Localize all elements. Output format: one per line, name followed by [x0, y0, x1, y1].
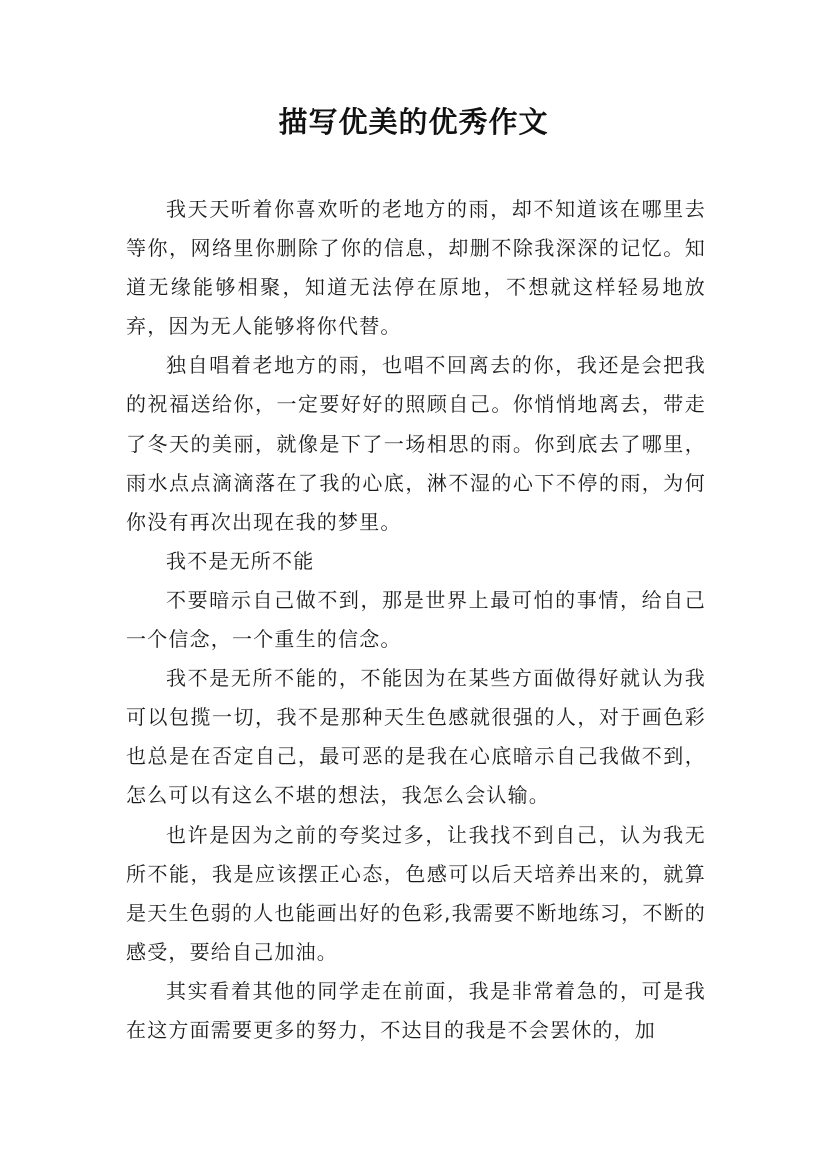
- paragraph-6: 其实看着其他的同学走在前面，我是非常着急的，可是我在这方面需要更多的努力，不达目的我是不会罢休的，加: [126, 978, 706, 1042]
- document-body: [126, 190, 706, 1050]
- paragraph-3: 不要暗示自己做不到，那是世界上最可怕的事情，给自己一个信念，一个重生的信念。: [126, 587, 706, 652]
- paragraph-4: 我不是无所不能的，不能因为在某些方面做得好就认为我可以包揽一切，我不是那种天生色感就很强的人，对于画色彩也总是在否定自己，最可恶的是我在心底暗示自己我做不到，怎么可以有这么不堪的想法，我怎么会认输。: [126, 666, 706, 808]
- document-title: 描写优美的优秀作文: [278, 105, 549, 139]
- paragraph-5: 也许是因为之前的夸奖过多，让我找不到自己，认为我无所不能，我是应该摆正心态，色感可以后天培养出来的，就算是天生色弱的人也能画出好的色彩,我需要不断地练习，不断的感受，要给自己加油。: [126, 822, 706, 964]
- paragraph-1: 我天天听着你喜欢听的老地方的雨，却不知道该在哪里去等你，网络里你删除了你的信息，却删不除我深深的记忆。知道无缘能够相聚，知道无法停在原地，不想就这样轻易地放弃，因为无人能够将你代替。: [126, 197, 706, 339]
- section-heading: 我不是无所不能: [166, 548, 315, 573]
- paragraph-2: 独自唱着老地方的雨，也唱不回离去的你，我还是会把我的祝福送给你，一定要好好的照顾自己。你悄悄地离去，带走了冬天的美丽，就像是下了一场相思的雨。你到底去了哪里，雨水点点滴滴落在了我的心底，淋不湿的心下不停的雨，为何你没有再次出现在我的梦里。: [126, 353, 706, 534]
